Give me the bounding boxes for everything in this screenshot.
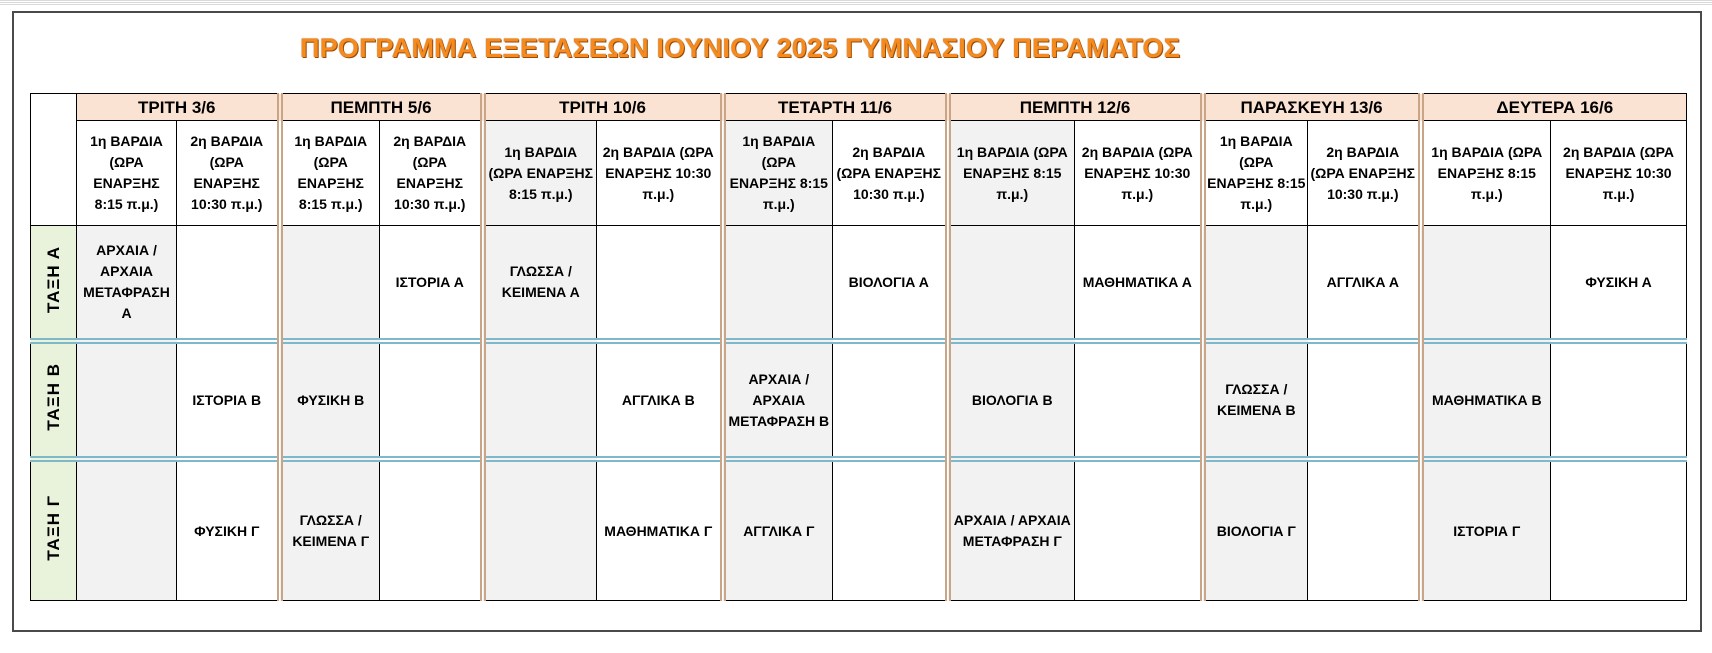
shift-header-first: 1η ΒΑΡΔΙΑ (ΩΡΑ ΕΝΑΡΞΗΣ 8:15 π.μ.) [948,121,1075,226]
exam-cell [1551,341,1687,459]
day-header: ΔΕΥΤΕΡΑ 16/6 [1421,94,1687,121]
shift-header-first: 1η ΒΑΡΔΙΑ (ΩΡΑ ΕΝΑΡΞΗΣ 8:15 π.μ.) [1203,121,1308,226]
shift-header-first: 1η ΒΑΡΔΙΑ (ΩΡΑ ΕΝΑΡΞΗΣ 8:15 π.μ.) [483,121,597,226]
exam-cell: ΑΓΓΛΙΚΑ Γ [723,459,833,601]
exam-cell [77,341,177,459]
exam-cell: ΜΑΘΗΜΑΤΙΚΑ Γ [597,459,723,601]
day-header: ΤΡΙΤΗ 3/6 [77,94,280,121]
exam-cell: ΙΣΤΟΡΙΑ Α [380,226,483,342]
exam-cell: ΑΡΧΑΙΑ / ΑΡΧΑΙΑ ΜΕΤΑΦΡΑΣΗ Α [77,226,177,342]
exam-cell [177,226,280,342]
day-header: ΤΕΤΑΡΤΗ 11/6 [723,94,948,121]
day-header: ΤΡΙΤΗ 10/6 [483,94,723,121]
exam-cell [948,226,1075,342]
shift-header-first: 1η ΒΑΡΔΙΑ (ΩΡΑ ΕΝΑΡΞΗΣ 8:15 π.μ.) [280,121,380,226]
exam-cell [380,341,483,459]
exam-cell: ΑΡΧΑΙΑ / ΑΡΧΑΙΑ ΜΕΤΑΦΡΑΣΗ Β [723,341,833,459]
exam-cell: ΓΛΩΣΣΑ / ΚΕΙΜΕΝΑ Α [483,226,597,342]
exam-cell: ΦΥΣΙΚΗ Γ [177,459,280,601]
exam-cell [483,459,597,601]
top-rule [0,0,1712,6]
class-label [31,226,77,342]
exam-cell: ΑΓΓΛΙΚΑ Β [597,341,723,459]
class-label-text: ΤΑΞΗ Β [44,363,63,431]
class-label [31,459,77,601]
exam-cell [1308,459,1421,601]
exam-cell [1203,226,1308,342]
exam-cell [597,226,723,342]
exam-cell: ΒΙΟΛΟΓΙΑ Β [948,341,1075,459]
exam-cell: ΜΑΘΗΜΑΤΙΚΑ Β [1421,341,1551,459]
exam-cell: ΑΡΧΑΙΑ / ΑΡΧΑΙΑ ΜΕΤΑΦΡΑΣΗ Γ [948,459,1075,601]
day-header: ΠΑΡΑΣΚΕΥΗ 13/6 [1203,94,1421,121]
exam-cell: ΓΛΩΣΣΑ / ΚΕΙΜΕΝΑ Γ [280,459,380,601]
exam-cell [1308,341,1421,459]
exam-cell: ΦΥΣΙΚΗ Β [280,341,380,459]
day-header-row [31,94,1687,121]
exam-cell [1421,226,1551,342]
shift-header-first: 1η ΒΑΡΔΙΑ (ΩΡΑ ΕΝΑΡΞΗΣ 8:15 π.μ.) [723,121,833,226]
shift-header-second: 2η ΒΑΡΔΙΑ (ΩΡΑ ΕΝΑΡΞΗΣ 10:30 π.μ.) [1075,121,1203,226]
exam-schedule-table [30,93,1687,601]
exam-cell: ΑΓΓΛΙΚΑ Α [1308,226,1421,342]
exam-cell: ΜΑΘΗΜΑΤΙΚΑ Α [1075,226,1203,342]
exam-cell: ΒΙΟΛΟΓΙΑ Γ [1203,459,1308,601]
exam-cell: ΙΣΤΟΡΙΑ Β [177,341,280,459]
class-row-a [31,226,1687,342]
exam-cell [1075,459,1203,601]
shift-header-second: 2η ΒΑΡΔΙΑ (ΩΡΑ ΕΝΑΡΞΗΣ 10:30 π.μ.) [1551,121,1687,226]
exam-cell [280,226,380,342]
exam-cell [723,226,833,342]
shift-header-first: 1η ΒΑΡΔΙΑ (ΩΡΑ ΕΝΑΡΞΗΣ 8:15 π.μ.) [77,121,177,226]
exam-cell [380,459,483,601]
class-label [31,341,77,459]
exam-cell: ΒΙΟΛΟΓΙΑ Α [833,226,948,342]
class-label-text: ΤΑΞΗ Α [44,245,63,313]
day-header: ΠΕΜΠΤΗ 5/6 [280,94,483,121]
exam-cell [77,459,177,601]
exam-cell [833,459,948,601]
shift-header-first: 1η ΒΑΡΔΙΑ (ΩΡΑ ΕΝΑΡΞΗΣ 8:15 π.μ.) [1421,121,1551,226]
exam-cell: ΙΣΤΟΡΙΑ Γ [1421,459,1551,601]
exam-cell: ΓΛΩΣΣΑ / ΚΕΙΜΕΝΑ Β [1203,341,1308,459]
class-row-b [31,341,1687,459]
class-label-text: ΤΑΞΗ Γ [44,495,63,561]
shift-header-second: 2η ΒΑΡΔΙΑ (ΩΡΑ ΕΝΑΡΞΗΣ 10:30 π.μ.) [380,121,483,226]
exam-cell [1075,341,1203,459]
exam-cell [833,341,948,459]
corner-cell [31,121,77,226]
exam-cell [1551,459,1687,601]
shift-header-second: 2η ΒΑΡΔΙΑ (ΩΡΑ ΕΝΑΡΞΗΣ 10:30 π.μ.) [177,121,280,226]
exam-cell [483,341,597,459]
day-header: ΠΕΜΠΤΗ 12/6 [948,94,1203,121]
page-title: ΠΡΟΓΡΑΜΜΑ ΕΞΕΤΑΣΕΩΝ ΙΟΥΝΙΟΥ 2025 ΓΥΜΝΑΣΙΟΥ ΠΕΡΑΜΑΤΟΣ [300,33,1181,63]
shift-header-second: 2η ΒΑΡΔΙΑ (ΩΡΑ ΕΝΑΡΞΗΣ 10:30 π.μ.) [1308,121,1421,226]
shift-header-second: 2η ΒΑΡΔΙΑ (ΩΡΑ ΕΝΑΡΞΗΣ 10:30 π.μ.) [833,121,948,226]
corner-cell [31,94,77,121]
shift-header-second: 2η ΒΑΡΔΙΑ (ΩΡΑ ΕΝΑΡΞΗΣ 10:30 π.μ.) [597,121,723,226]
class-row-c [31,459,1687,601]
exam-cell: ΦΥΣΙΚΗ Α [1551,226,1687,342]
shift-header-row [31,121,1687,226]
